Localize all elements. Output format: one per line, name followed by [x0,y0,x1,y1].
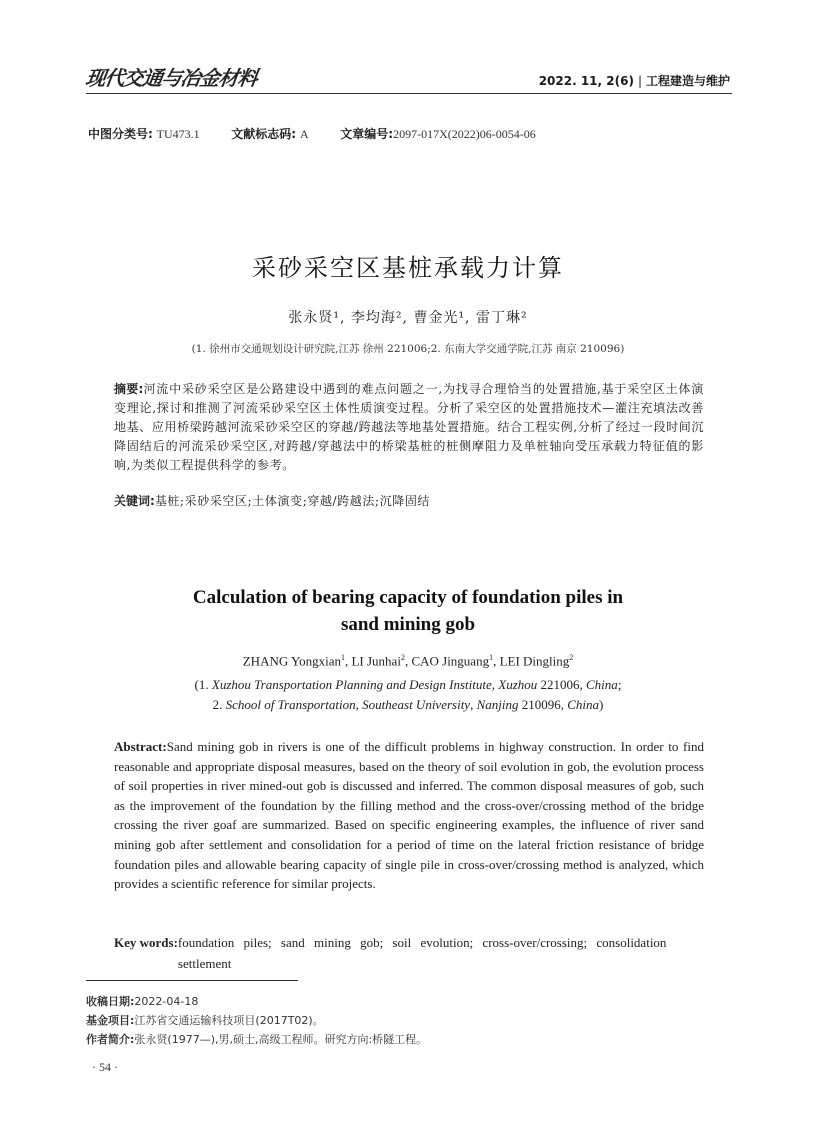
en-author-sep: , [344,653,352,669]
article-id-value: 2097-017X(2022)06-0054-06 [393,127,536,141]
en-author: ZHANG Yongxian [242,653,341,669]
article-id-label: 文章编号: [340,127,394,141]
en-author-sup: 2 [569,653,574,662]
affil-school: School of Transportation [225,697,356,712]
en-author-sup: 1 [489,653,494,662]
cn-keywords [114,492,704,511]
en-keywords-label: Key words: [114,935,178,950]
cn-affiliation: (1. 徐州市交通规划设计研究院,江苏 徐州 221006;2. 东南大学交通学院,江苏 南京 210096) [191,343,625,355]
affil-sep: , [355,697,363,712]
received-value: 2022-04-18 [134,995,199,1008]
affil-close: ; [617,677,622,692]
author-bio-label: 作者简介: [86,1033,135,1046]
en-abstract-text: Sand mining gob in rivers is one of the difficult problems in highway construction. In order to find reasonable and appropriate disposal measures, based on the theory of soil evolution in gob, the evolution process of soil properties in river mined-out gob is discussed and inferred. The common disposal measures of gob, such as the improvement of the foundation by the filling method and the cross-over/crossing method of the bridge crossing the river goaf are summarized. Based on specific engineering examples, the influence of river sand mining gob after settlement and consolidation for a period of time on the lateral friction resistance of bridge foundation piles and allowable bearing capacity of single pile in cross-over/crossing method is analyzed, which provides a scientific reference for similar projects. [114,739,704,892]
doc-code-value: A [299,127,309,141]
footnote-rule [86,980,298,981]
cn-authors: 张永贤¹, 李均海², 曹金光¹, 雷丁琳² [288,310,528,326]
footnote-author [86,1031,427,1047]
en-affiliation-2 [0,697,816,713]
section-name: 工程建造与维护 [645,74,730,88]
en-author-sup: 1 [340,653,345,662]
issue-number: 2022. 11, 2(6) [538,74,634,88]
en-title-line-2: sand mining gob [340,614,476,635]
affil-country: China [586,677,618,692]
en-author-sep: , [493,653,500,669]
en-affiliation-1 [0,677,816,693]
en-author: LEI Dingling [499,653,570,669]
en-abstract-label: Abstract: [114,739,167,754]
affil-close: ) [599,697,604,712]
issue-info [539,72,730,89]
en-author: CAO Jinguang [411,653,490,669]
en-abstract [114,737,704,894]
cn-abstract [114,380,704,475]
doc-code-label: 文献标志码: [231,127,297,141]
affil-city: Nanjing [476,697,519,712]
affil-prefix: (1. [194,677,212,692]
clc-value: TU473.1 [156,127,200,141]
affil-city: Xuzhou [498,677,538,692]
en-author-sep: , [404,653,412,669]
affil-university: Southeast University [362,697,471,712]
affil-sep: , [470,697,477,712]
cn-keywords-text: 基桩;采砂采空区;土体演变;穿越/跨越法;沉降固结 [154,494,431,508]
footnote-received [86,993,198,1009]
clc-label: 中图分类号: [88,127,153,141]
cn-abstract-text: 河流中采砂采空区是公路建设中遇到的难点问题之一,为找寻合理恰当的处置措施,基于采空区土体演变理论,探讨和推测了河流采砂采空区土体性质演变过程。分析了采空区的处置措施技术—灌注充填法改善地基、应用桥梁跨越河流采砂采空区的穿越/跨越法等地基处置措施。结合工程实例,分析了经过一段时间沉降固结后的河流采砂采空区,对跨越/穿越法中的桥梁基桩的桩侧摩阻力及单桩轴向受压承载力特征值的影响,为类似工程提供科学的参考。 [114,382,704,472]
received-label: 收稿日期: [86,995,135,1008]
en-author-sup: 2 [400,653,405,662]
author-bio-value: 张永贤(1977—),男,硕士,高级工程师。研究方向:桥隧工程。 [134,1033,428,1046]
classification-line [88,125,536,142]
page-number: · 54 · [92,1060,118,1074]
cn-title: 采砂采空区基桩承载力计算 [252,254,564,282]
en-title [0,584,816,638]
en-keywords-text: foundation piles; sand mining gob; soil evolution; cross-over/crossing; consolidation settlement [177,935,667,971]
cn-keywords-label: 关键词: [114,494,155,508]
en-title-line-1: Calculation of bearing capacity of foundation piles in [192,587,624,608]
fund-value: 江苏省交通运输科技项目(2017T02)。 [134,1014,324,1027]
affil-country: China [567,697,600,712]
affil-prefix: 2. [212,697,226,712]
cn-abstract-label: 摘要: [114,382,144,396]
en-keywords [114,932,704,974]
affil-institution: Xuzhou Transportation Planning and Design Institute [211,677,492,692]
en-authors [0,653,816,669]
fund-label: 基金项目: [86,1014,135,1027]
affil-postcode: 210096, [518,697,568,712]
affil-sep: , [491,677,499,692]
journal-logo: 现代交通与冶金材料 [84,66,259,90]
affil-postcode: 221006, [537,677,587,692]
footnote-fund [86,1012,324,1028]
en-author: LI Junhai [351,653,401,669]
issue-separator: | [637,74,642,88]
header-rule [86,93,732,94]
